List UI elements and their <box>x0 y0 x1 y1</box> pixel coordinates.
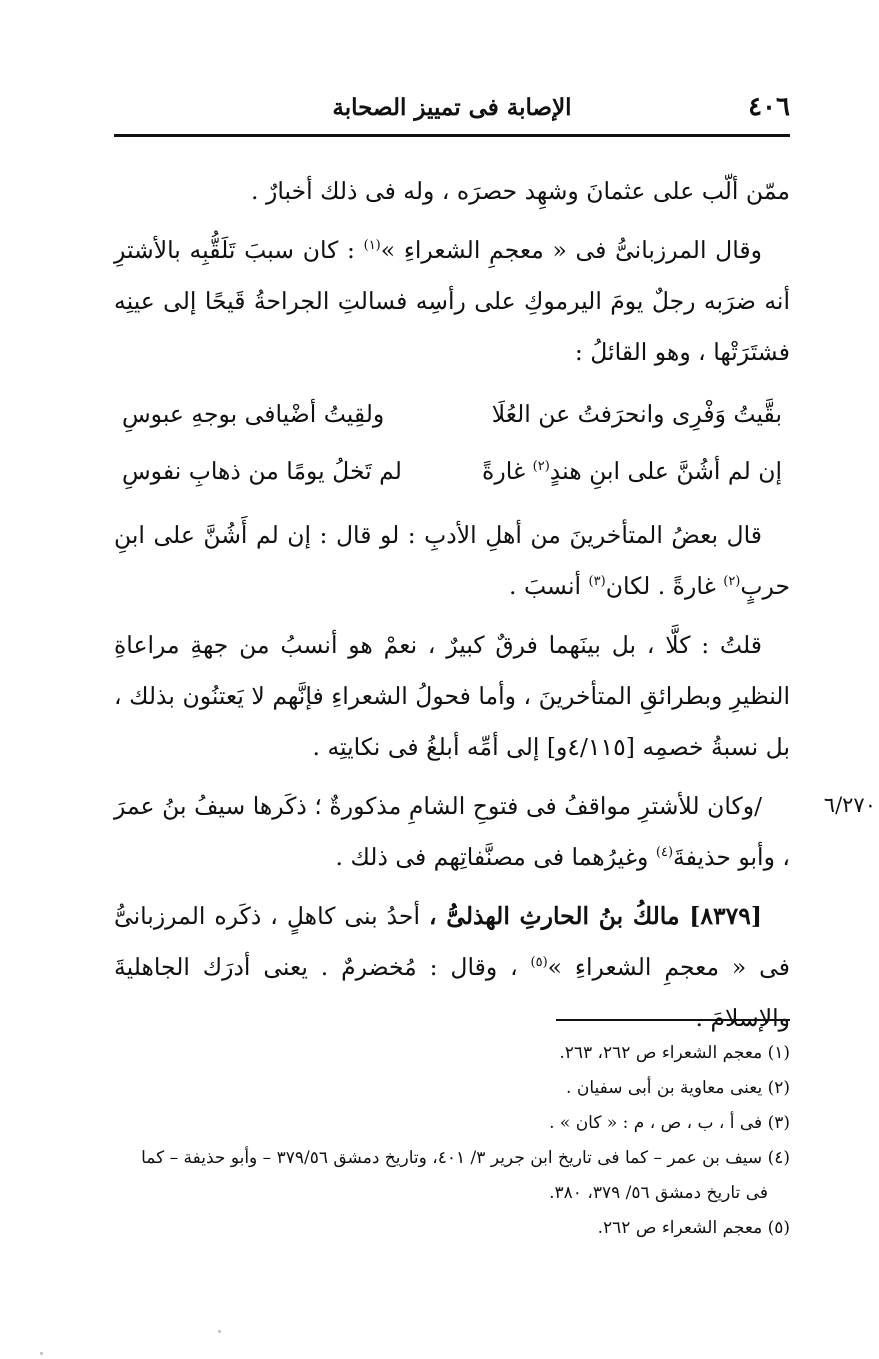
poem <box>114 388 790 498</box>
footnote-5: (٥) معجم الشعراء ص ٢٦٢. <box>597 1218 790 1238</box>
paragraph-3 <box>114 510 790 612</box>
footnote-ref-5: (٥) <box>530 955 548 971</box>
footnote-rule <box>556 1019 790 1021</box>
verse-line-1 <box>122 388 782 441</box>
footnote-2: (٢) يعنى معاوية بن أبى سفيان . <box>566 1078 790 1098</box>
entry-8379 <box>114 891 790 1044</box>
footnote-1: (١) معجم الشعراء ص ٢٦٢، ٢٦٣. <box>559 1043 790 1063</box>
paragraph-3-text-b: غارةً . لكان <box>605 572 724 600</box>
paragraph-1-text: ممّن ألّب على عثمانَ وشهِد حصرَه ، وله فى ذلك أخبارٌ . <box>251 177 790 205</box>
main-text <box>114 166 790 1052</box>
verse-1-second-hemistich: ولقِيتُ أضْيافى بوجهِ عبوسِ <box>122 400 385 428</box>
scan-speck <box>40 1352 43 1355</box>
footnote-ref-2: (٢) <box>532 459 550 475</box>
paragraph-1 <box>114 166 790 217</box>
footnotes <box>114 1036 790 1246</box>
scan-speck <box>218 1330 221 1333</box>
footnote-ref-3: (٣) <box>588 574 606 590</box>
verse-2-text-b: غارةً <box>482 457 533 485</box>
paragraph-2 <box>114 225 790 378</box>
entry-text-a: أحدُ بنى كاهلٍ ، ذكَره المرزبانىُّ فى « معجمِ الشعراءِ » <box>114 902 790 981</box>
paragraph-4 <box>114 620 790 773</box>
footnote-3: (٣) فى أ ، ب ، ص ، م : « كان » . <box>549 1113 790 1133</box>
paragraph-5-text-b: وغيرُهما فى مصنَّفاتِهم فى ذلك . <box>335 843 656 871</box>
paragraph-2-text-b: : كان سببَ تَلَقُّبِه بالأشترِ أنه ضرَبه رجلٌ يومَ اليرموكِ على رأسِه فسالتِ الجراحةُ قَيحًا إلى عينِه فشتَرَتْها ، وهو القائلُ : <box>114 236 790 366</box>
verse-line-2 <box>122 445 782 498</box>
paragraph-2-text-a: وقال المرزبانىُّ فى « معجمِ الشعراءِ » <box>380 236 762 264</box>
footnote-ref-2b: (٢) <box>723 574 741 590</box>
running-title: الإصابة فى تمييز الصحابة <box>332 94 572 121</box>
verse-2-text-a: إن لم أشُنَّ على ابنِ هندٍ <box>549 457 782 485</box>
header-rule <box>114 134 790 137</box>
verse-2-second-hemistich: لم تَخلُ يومًا من ذهابِ نفوسِ <box>122 457 402 485</box>
entry-heading: [٨٣٧٩] مالكُ بنُ الحارثِ الهذلىُّ ، <box>428 902 762 930</box>
footnote-ref-1: (١) <box>363 238 381 254</box>
footnote-4: (٤) سيف بن عمر – كما فى تاريخ ابن جرير ٣/ ٤٠١، وتاريخ دمشق ٣٧٩/٥٦ – وأبو حذيفة – كما <box>141 1148 790 1168</box>
footnote-ref-4: (٤) <box>655 845 674 861</box>
paragraph-3-text-a: قال بعضُ المتأخرينَ من أهلِ الأدبِ : لو قال : إن لم أَشُنَّ على ابنِ حربٍ <box>114 521 790 600</box>
verse-2-first-hemistich <box>482 445 782 498</box>
paragraph-3-text-c: أنسبَ . <box>509 572 589 600</box>
page-number: ٤٠٦ <box>748 92 790 122</box>
paragraph-4-text: قلتُ : كلَّا ، بل بينَهما فرقٌ كبيرٌ ، نعمْ هو أنسبُ من جهةِ مراعاةِ النظيرِ وبطرائقِ المتأخرينَ ، وأما فحولُ الشعراءِ فإنَّهم لا يَعتنُون بذلك ، بل نسبةُ خصمِه [٤/١١٥و] إلى أمِّه أبلغُ فى نكايتِه . <box>114 631 790 761</box>
paragraph-5-text-a: /وكان للأشترِ مواقفُ فى فتوحِ الشامِ مذكورةٌ ؛ ذكَرها سيفُ بنُ عمرَ ، وأبو حذيفةَ <box>114 792 790 871</box>
verse-1-first-hemistich: بقَّيتُ وَفْرِى وانحرَفتُ عن العُلَا <box>491 400 782 428</box>
footnote-4-continuation: فى تاريخ دمشق ٥٦/ ٣٧٩، ٣٨٠. <box>549 1183 768 1203</box>
running-header <box>114 92 790 128</box>
paragraph-5 <box>114 781 790 883</box>
margin-volume-reference: ٦/٢٧٠ <box>823 793 876 817</box>
entry-text-b: ، وقال : مُخضرمٌ . يعنى أدرَك الجاهليةَ والإسلامَ . <box>114 953 790 1032</box>
